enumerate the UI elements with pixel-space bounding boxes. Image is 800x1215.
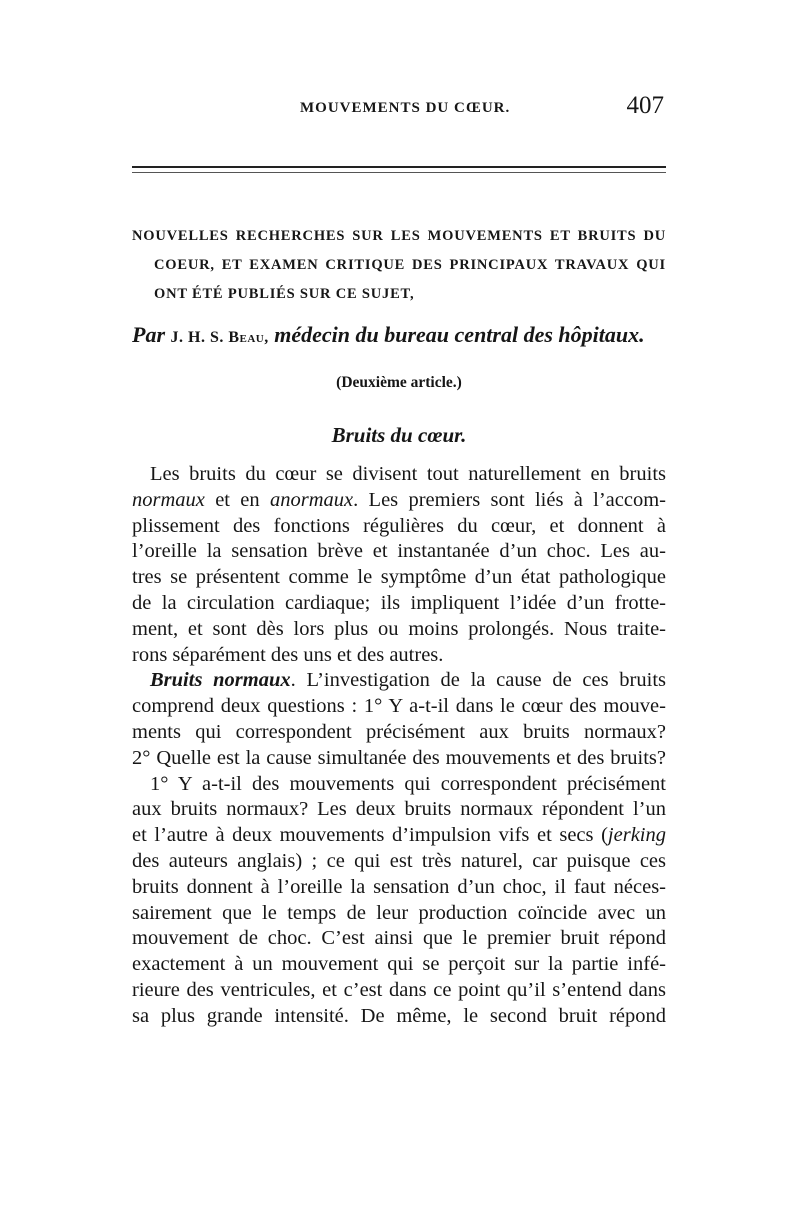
run-in-heading: Bruits normaux: [150, 669, 291, 692]
text-line: et l’autre à deux mouvements d’impulsion vifs et secs (jerking: [132, 824, 666, 847]
text-line: bruits donnent à l’oreille la sensation d’un choc, il faut néces-: [132, 875, 666, 898]
text-line: rieure des ventricules, et c’est dans ce point qu’il s’entend dans: [132, 978, 666, 1001]
term-jerking: jerking: [607, 824, 666, 847]
text-line: l’oreille la sensation brève et instantanée d’un choc. Les au-: [132, 540, 666, 563]
text-line: aux bruits normaux? Les deux bruits normaux répondent l’un: [132, 798, 666, 821]
text-line: sairement que le temps de leur production coïncide avec un: [132, 901, 666, 924]
text-line: ments qui correspondent précisément aux bruits normaux?: [132, 720, 666, 743]
byline: [132, 322, 666, 348]
byline-prefix: Par: [132, 322, 165, 347]
text-line: sa plus grande intensité. De même, le second bruit répond: [132, 1004, 666, 1027]
section-heading: Bruits du cœur.: [331, 423, 467, 447]
text-line: Bruits normaux. L’investigation de la cause de ces bruits: [150, 669, 666, 692]
text-line: rons séparément des uns et des autres.: [132, 643, 444, 666]
text-line: Les bruits du cœur se divisent tout naturellement en bruits: [150, 463, 666, 485]
term-anormaux: anormaux: [269, 488, 354, 511]
title-line-2: COEUR, ET EXAMEN CRITIQUE DES PRINCIPAUX TRAVAUX QUI: [154, 257, 666, 273]
text-line: mouvement de choc. C’est ainsi que le premier bruit répond: [132, 927, 666, 950]
article-subtitle: (Deuxième article.): [336, 374, 462, 391]
term-normaux: normaux: [132, 488, 205, 511]
body-text: [132, 462, 666, 1030]
text-line: tres se présentent comme le symptôme d’un état pathologique: [132, 566, 666, 589]
running-title: MOUVEMENTS DU CŒUR.: [300, 100, 511, 116]
title-line-1: NOUVELLES RECHERCHES SUR LES MOUVEMENTS ET BRUITS DU: [132, 228, 666, 244]
text-line: 2° Quelle est la cause simultanée des mouvements et des bruits?: [132, 746, 666, 769]
title-line-3: ONT ÉTÉ PUBLIÉS SUR CE SUJET,: [154, 286, 415, 302]
text-line: normaux et en anormaux. Les premiers sont liés à l’accom-: [132, 488, 666, 511]
text-line: comprend deux questions : 1° Y a-t-il dans le cœur des mouve-: [132, 695, 666, 718]
text-line: 1° Y a-t-il des mouvements qui correspondent précisément: [150, 772, 666, 795]
text-line: des auteurs anglais) ; ce qui est très naturel, car puisque ces: [132, 849, 666, 872]
byline-suffix: médecin du bureau central des hôpitaux.: [274, 322, 645, 347]
article-title: [132, 222, 666, 309]
text-line: exactement à un mouvement qui se perçoit sur la partie infé-: [132, 953, 666, 976]
text-line: plissement des fonctions régulières du cœur, et donnent à: [132, 514, 666, 537]
header-rule: [132, 166, 666, 173]
text-line: de la circulation cardiaque; ils impliquent l’idée d’un frotte-: [132, 591, 666, 614]
byline-author: J. H. S. Beau,: [170, 329, 269, 346]
page-number: 407: [626, 92, 664, 119]
running-header: [132, 94, 666, 124]
text-line: ment, et sont dès lors plus ou moins prolongés. Nous traite-: [132, 617, 666, 640]
